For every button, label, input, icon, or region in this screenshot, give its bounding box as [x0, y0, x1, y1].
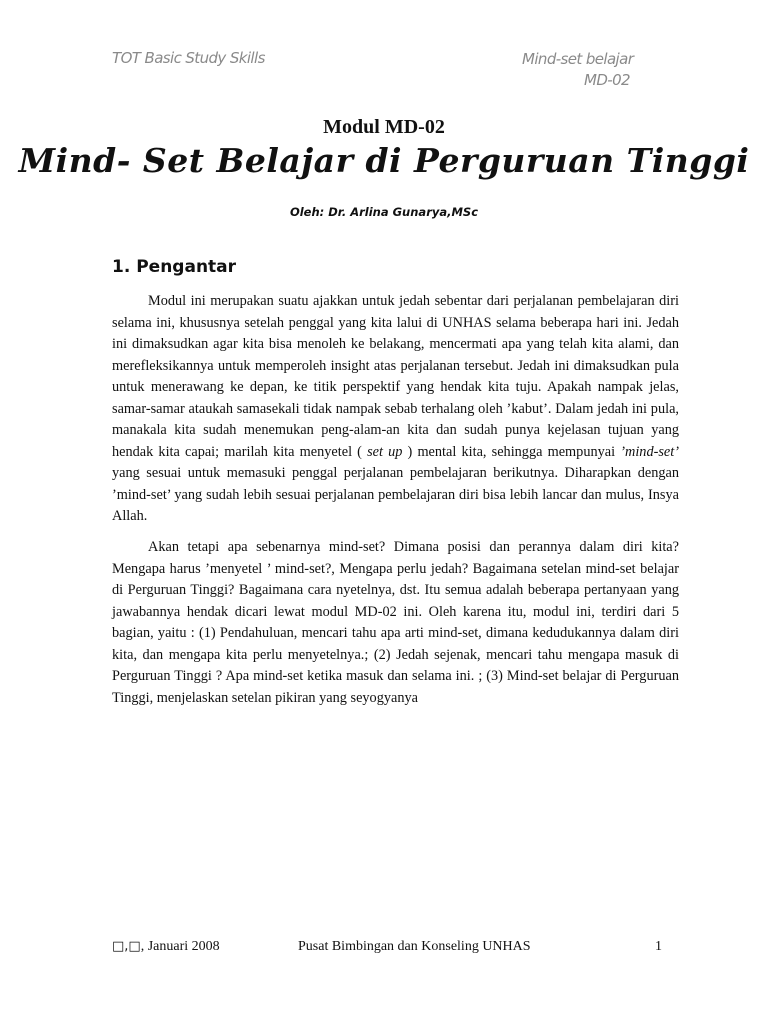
footer-date-text: , Januari 2008 [140, 939, 220, 954]
paragraph-intro [112, 291, 679, 528]
footer-organization: Pusat Bimbingan dan Konseling UNHAS [298, 939, 531, 954]
header-right-title: Mind-set belajar [522, 50, 634, 68]
paragraph-questions: Akan tetapi apa sebenarnya mind-set? Dimana posisi dan perannya dalam diri kita? Mengapa harus ’menyetel ’ mind-set?, Mengapa perlu jedah? Bagaimana setelan mind-set belajar di Perguruan Tinggi? Bagaimana cara nyetelnya, dst. Itu semua adalah beberapa pertanyaan yang jawabannya hendak dicari lewat modul MD-02 ini. Oleh karena itu, modul ini, terdiri dari 5 bagian, yaitu : (1) Pendahuluan, mencari tahu apa arti mind-set, dimana kedudukannya dalam diri kita, dan mengapa kita perlu menyetelnya.; (2) Jedah sejenak, mencari tahu mengapa masuk di Perguruan Tinggi ? Apa mind-set ketika masuk dan selama ini. ; (3) Mind-set belajar di Perguruan Tinggi, menjelaskan setelan pikiran yang seyogyanya [112, 539, 679, 706]
emphasis-set-up: set up [367, 443, 403, 460]
header-right [522, 49, 633, 91]
paragraph-intro-part3: yang sesuai untuk memasuki penggal perjalanan pembelajaran berikutnya. Diharapkan dengan ’mind-set’ yang sudah lebih sesuai perjalanan pembelajaran diri bisa lebih lancar dan mulus, Insya Allah. [112, 465, 679, 524]
paragraph-intro-part2: ) mental kita, sehingga mempunyai [402, 443, 621, 460]
footer-date [112, 939, 220, 955]
footer-placeholder-glyphs: □,□ [112, 939, 141, 954]
author-line: Oleh: Dr. Arlina Gunarya,MSc [289, 205, 479, 219]
module-label: Modul MD-02 [323, 116, 445, 138]
section-heading: 1. Pengantar [112, 257, 237, 277]
page-number: 1 [655, 939, 662, 954]
header-left-title: TOT Basic Study Skills [112, 49, 265, 67]
module-title: Mind- Set Belajar di Perguruan Tinggi [18, 141, 750, 180]
emphasis-mind-set: ’mind-set’ [620, 443, 679, 460]
header-right-code: MD-02 [584, 71, 630, 89]
paragraph-intro-part1: Modul ini merupakan suatu ajakkan untuk jedah sebentar dari perjalanan pembelajaran diri selama ini, khususnya setelah penggal yang kita lalui di UNHAS selama beberapa hari ini. Jedah ini dimaksudkan agar kita bisa menoleh ke belakang, mencermati apa yang telah kita alami, dan merefleksikannya untuk memperoleh insight atas perjalanan tersebut. Jedah ini dimaksudkan pula untuk menerawang ke depan, ke titik perspektif yang hendak kita tuju. Apakah nampak jelas, samar-samar ataukah samasekali tidak nampak sebab terhalang oleh ’kabut’. Dalam jedah ini pula, manakala kita sudah menemukan peng-alam-an kita dan sudah punya kejelasan tujuan yang hendak kita capai; marilah kita menyetel ( [112, 293, 679, 460]
